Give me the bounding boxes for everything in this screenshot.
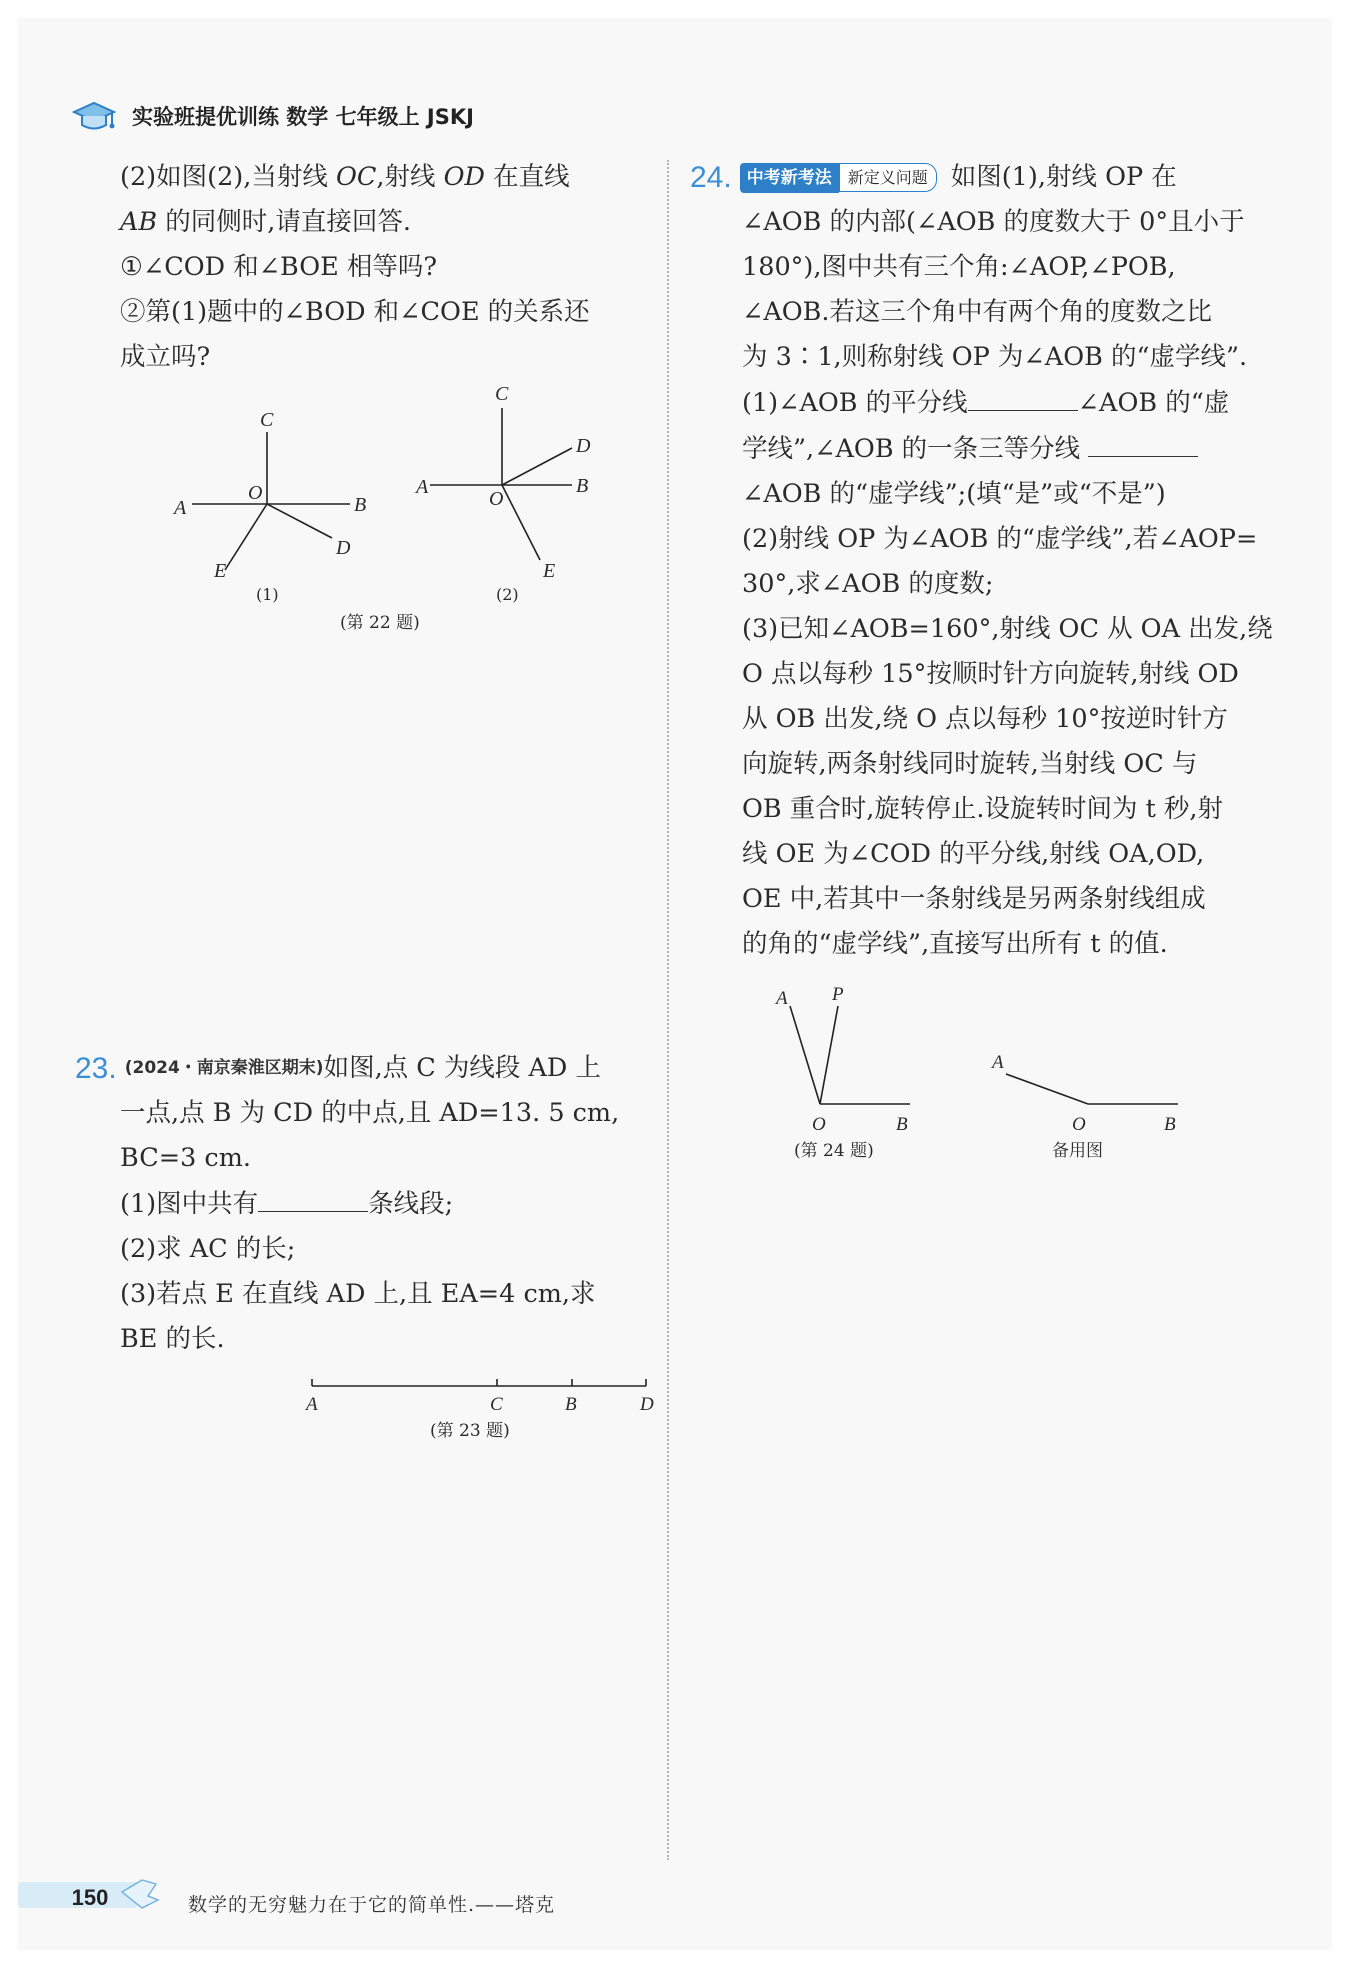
q24-figure-spare [990, 1052, 1178, 1160]
q24-part1-line3: ∠AOB 的“虚学线”;(填“是”或“不是”) [742, 479, 1166, 509]
q23-label-b: B [565, 1394, 577, 1415]
q24-part2-line1: (2)射线 OP 为∠AOB 的“虚学线”,若∠AOP= [742, 524, 1258, 554]
q22-f2-label-a: A [416, 476, 429, 498]
q24-heading [690, 155, 1290, 200]
q24-part3-line6: 线 OE 为∠COD 的平分线,射线 OA,OD, [742, 839, 1205, 869]
q24-part3-line2: O 点以每秒 15°按顺时针方向旋转,射线 OD [742, 659, 1239, 689]
q22-f2-label-b: B [576, 475, 589, 497]
q24-part1-line2: 学线”,∠AOB 的一条三等分线 [742, 426, 1290, 472]
q23-label-d: D [640, 1394, 654, 1415]
q22-f2-label-o: O [489, 488, 504, 510]
q22-figure-2 [414, 383, 591, 604]
q24-tag-sub: 新定义问题 [839, 163, 937, 192]
q22-figure-1 [172, 409, 366, 604]
page-number: 150 [71, 1885, 109, 1910]
q24-part3-line8: 的角的“虚学线”,直接写出所有 t 的值. [742, 929, 1168, 959]
q23-heading [75, 1046, 660, 1091]
q22-f1-caption: (1) [256, 585, 279, 604]
q22-f1-label-b: B [354, 494, 367, 516]
q22-f2-label-e: E [543, 560, 556, 582]
q22-f1-label-o: O [248, 482, 263, 504]
q24-line2: ∠AOB 的内部(∠AOB 的度数大于 0°且小于 [742, 207, 1245, 237]
q22-f1-label-c: C [260, 409, 274, 431]
q23-line1: 如图,点 C 为线段 AD 上 [323, 1053, 601, 1083]
q24-line3: 180°),图中共有三个角:∠AOP,∠POB, [742, 252, 1176, 282]
q24-line4: ∠AOB.若这三个角中有两个角的度数之比 [742, 297, 1213, 327]
q23-part1: (1)图中共有 条线段; [120, 1181, 660, 1227]
q24-f2-label-b: B [1164, 1114, 1176, 1135]
question-22-continued [120, 155, 660, 380]
q22-f1-label-e: E [214, 560, 227, 582]
q22-f2-label-c: C [495, 383, 509, 405]
q24-f1-label-b: B [896, 1114, 908, 1135]
q24-part3-line4: 向旋转,两条射线同时旋转,当射线 OC 与 [742, 749, 1198, 779]
q24-number: 24. [690, 161, 732, 194]
header-title: 实验班提优训练 数学 七年级上 JSKJ [132, 105, 474, 129]
question-24 [690, 155, 1290, 967]
q24-tag-main: 中考新考法 [740, 163, 839, 193]
q22-figure-caption: (第 22 题) [340, 613, 420, 633]
q23-part2: (2)求 AC 的长; [120, 1234, 296, 1264]
q23-number: 23. [75, 1052, 117, 1085]
q24-f1-label-p: P [832, 984, 844, 1005]
q22-sub2-line1: ②第(1)题中的∠BOD 和∠COE 的关系还 [120, 297, 590, 327]
footer-quote: 数学的无穷魅力在于它的简单性.——塔克 [188, 1894, 556, 1916]
graduation-cap-icon [70, 98, 118, 134]
q23-part3-line1: (3)若点 E 在直线 AD 上,且 EA=4 cm,求 [120, 1279, 596, 1309]
q22-sub1: ①∠COD 和∠BOE 相等吗? [120, 252, 438, 282]
q24-f1-label-a: A [776, 988, 788, 1009]
q22-sub2-line2: 成立吗? [120, 342, 211, 372]
q24-line5: 为 3∶1,则称射线 OP 为∠AOB 的“虚学线”. [742, 342, 1248, 372]
q24-figure [770, 980, 1210, 1160]
q23-figure [300, 1372, 660, 1442]
q23-figure-caption: (第 23 题) [430, 1421, 510, 1441]
question-23 [75, 1046, 660, 1362]
q24-f2-label-o: O [1072, 1114, 1086, 1135]
q23-part3-line2: BE 的长. [120, 1324, 225, 1354]
q24-f1-label-o: O [812, 1114, 826, 1135]
q22-f1-label-a: A [174, 497, 187, 519]
q24-figure-main [774, 984, 910, 1160]
page-header [70, 96, 474, 136]
q24-part3-line3: 从 OB 出发,绕 O 点以每秒 10°按逆时针方 [742, 704, 1228, 734]
q24-part3-line5: OB 重合时,旋转停止.设旋转时间为 t 秒,射 [742, 794, 1224, 824]
q24-part2-line2: 30°,求∠AOB 的度数; [742, 569, 994, 599]
q22-figure [160, 380, 620, 640]
q23-label-a: A [306, 1394, 318, 1415]
q24-part1-line1: (1)∠AOB 的平分线 ∠AOB 的“虚 [742, 380, 1290, 426]
q24-part3-line7: OE 中,若其中一条射线是另两条射线组成 [742, 884, 1206, 914]
q23-line2: 一点,点 B 为 CD 的中点,且 AD=13. 5 cm, [120, 1098, 620, 1128]
q24-part3-line1: (3)已知∠AOB=160°,射线 OC 从 OA 出发,绕 [742, 614, 1273, 644]
q24-f2-label-a: A [992, 1052, 1004, 1073]
q22-part2-line2: AB 的同侧时,请直接回答. [120, 207, 411, 237]
q22-f2-label-d: D [576, 435, 591, 457]
q24-f1-caption: (第 24 题) [794, 1141, 874, 1160]
q24-f2-caption: 备用图 [1052, 1141, 1103, 1160]
q22-f2-caption: (2) [496, 585, 519, 604]
q22-f1-label-d: D [336, 537, 351, 559]
q24-line1: 如图(1),射线 OP 在 [950, 162, 1177, 192]
column-divider [667, 160, 669, 1860]
left-column [120, 155, 660, 380]
q23-label-c: C [490, 1394, 503, 1415]
q23-source: (2024・南京秦淮区期末) [124, 1058, 324, 1078]
q22-part2-line1: (2)如图(2),当射线 OC,射线 OD 在直线 [120, 162, 570, 192]
q23-line3: BC=3 cm. [120, 1143, 251, 1173]
